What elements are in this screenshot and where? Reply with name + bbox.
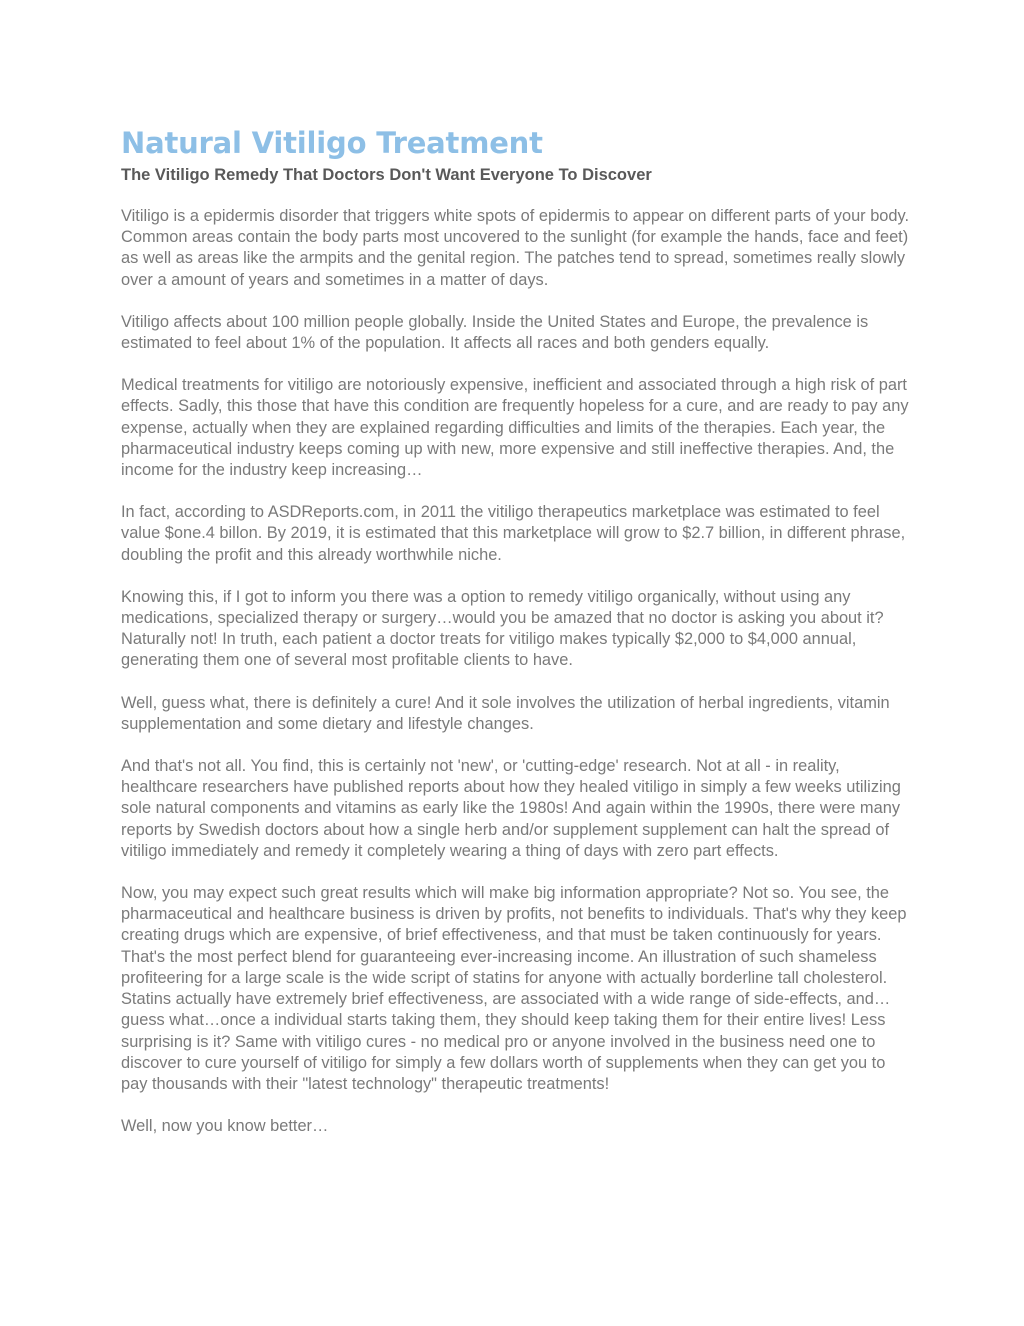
paragraph-6: Well, guess what, there is definitely a cure! And it sole involves the utilization of herbal ingredients, vitamin supplementation and some dietary and lifestyle changes.	[121, 693, 890, 733]
document-page	[121, 123, 911, 1158]
paragraph-9: Well, now you know better…	[121, 1117, 329, 1136]
paragraph-7: And that's not all. You find, this is certainly not 'new', or 'cutting-edge' research. Not at all - in reality, healthcare researchers have published reports about how they healed vitiligo in simply a few weeks utilizing sole natural components and vitamins as early like the 1980s! And again within the 1990s, there were many reports by Swedish doctors about how a single herb and/or supplement supplement can halt the spread of vitiligo immediately and remedy it completely wearing a thing of days with zero part effects.	[121, 757, 901, 860]
paragraph-1: Vitiligo is a epidermis disorder that triggers white spots of epidermis to appear on different parts of your body. Common areas contain the body parts most uncovered to the sunlight (for example the hands, face and feet) as well as areas like the armpits and the genital region. The patches tend to spread, sometimes really slowly over a amount of years and sometimes in a matter of days.	[121, 207, 910, 289]
paragraph-5: Knowing this, if I got to inform you there was a option to remedy vitiligo organically, without using any medications, specialized therapy or surgery…would you be amazed that no doctor is asking you about it? Naturally not! In truth, each patient a doctor treats for vitiligo makes typically $2,000 to $4,000 annual, generating them one of several most profitable clients to have.	[121, 587, 884, 670]
paragraph-8: Now, you may expect such great results which will make big information appropriate? Not so. You see, the pharmaceutical and healthcare business is driven by profits, not benefits to individuals. That's why they keep creating drugs which are expensive, of brief effectiveness, and that must be taken continuously for years. That's the most perfect blend for guaranteeing ever-increasing income. An illustration of such shameless profiteering for a large scale is the wide script of statins for anyone with actually borderline tall cholesterol. Statins actually have extremely brief effectiveness, are associated with a wide range of side-effects, and…guess what…once a individual starts taking them, they should keep taking them for their entire lives! Less surprising is it? Same with vitiligo cures - no medical pro or anyone involved in the business need one to discover to cure yourself of vitiligo for simply a few dollars worth of supplements when they can get you to pay thousands with their "latest technology" therapeutic treatments!	[121, 884, 907, 1093]
paragraph-4: In fact, according to ASDReports.com, in 2011 the vitiligo therapeutics marketplace was estimated to feel value $one.4 billon. By 2019, it is estimated that this marketplace will grow to $2.7 billion, in different phrase, doubling the profit and this already worthwhile niche.	[121, 503, 906, 564]
paragraph-2: Vitiligo affects about 100 million people globally. Inside the United States and Europe, the prevalence is estimated to feel about 1% of the population. It affects all races and both genders equally.	[121, 312, 869, 353]
paragraph-3: Medical treatments for vitiligo are notoriously expensive, inefficient and associated through a high risk of part effects. Sadly, this those that have this condition are frequently hopeless for a cure, and are ready to pay any expense, actually when they are explained regarding difficulties and limits of the therapies. Each year, the pharmaceutical industry keeps coming up with new, more expensive and still ineffective therapies. And, the income for the industry keep increasing…	[121, 376, 909, 480]
document-title: Natural Vitiligo Treatment	[121, 126, 543, 160]
document-subtitle: The Vitiligo Remedy That Doctors Don't Want Everyone To Discover	[121, 166, 652, 184]
